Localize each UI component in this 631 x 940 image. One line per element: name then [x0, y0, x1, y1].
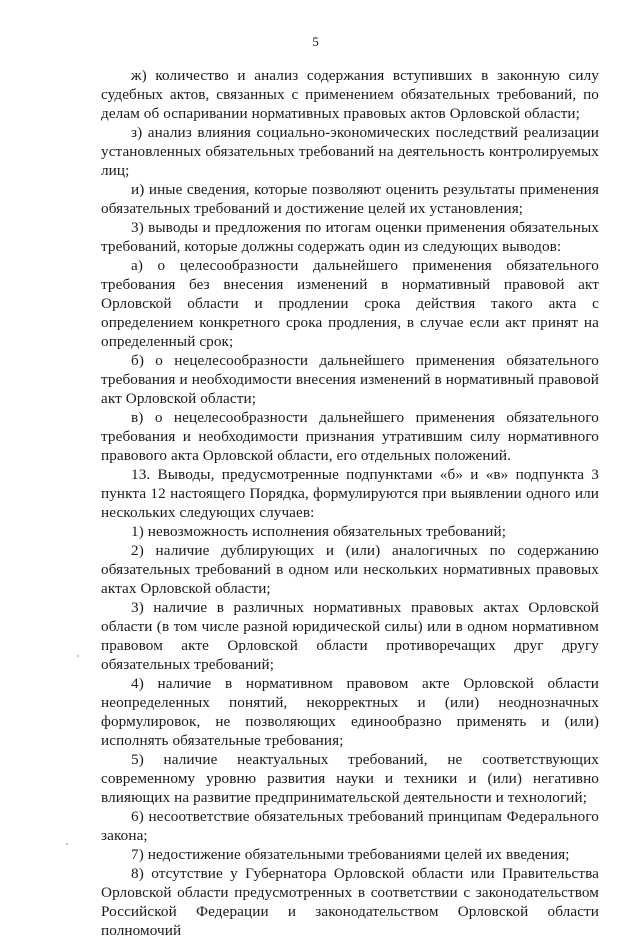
list-item-4: 4) наличие в нормативном правовом акте Орловской области неопределенных понятий, некорректных и (или) неоднозначных формулировок, не позволяющих единообразно применять и (или) исполнять обязательные требования; [101, 675, 599, 749]
list-item-8: 8) отсутствие у Губернатора Орловской области или Правительства Орловской области предусмотренных в соответствии с законодательством Российской Федерации и законодательством Орловской области полномочий [101, 865, 599, 939]
list-item-3: 3) наличие в различных нормативных правовых актах Орловской области (в том числе разной юридической силы) или в одном нормативном правовом акте Орловской области противоречащих друг другу обязательных требований; [101, 599, 599, 673]
paragraph-zh: ж) количество и анализ содержания вступивших в законную силу судебных актов, связанных с применением обязательных требований, по делам об оспаривании нормативных правовых актов Орловской области; [101, 67, 599, 122]
scan-speck [66, 843, 68, 845]
paragraph-b: б) о нецелесообразности дальнейшего применения обязательного требования и необходимости внесения изменений в нормативный правовой акт Орловской области; [101, 352, 599, 407]
list-item-5: 5) наличие неактуальных требований, не соответствующих современному уровню развития науки и техники и (или) негативно влияющих на развитие предпринимательской деятельности и технологий; [101, 751, 599, 806]
scan-speck [77, 655, 79, 657]
paragraph-v: в) о нецелесообразности дальнейшего применения обязательного требования и необходимости признания утратившим силу нормативного правового акта Орловской области, его отдельных положений. [101, 409, 599, 464]
list-item-2: 2) наличие дублирующих и (или) аналогичных по содержанию обязательных требований в одном или нескольких нормативных правовых актах Орловской области; [101, 542, 599, 597]
paragraph-a: а) о целесообразности дальнейшего применения обязательного требования без внесения изменений в нормативный правовой акт Орловской области и продлении срока действия такого акта с определением конкретного срока продления, в случае если акт принят на определенный срок; [101, 257, 599, 350]
page-number: 5 [312, 34, 319, 49]
document-body [101, 66, 599, 940]
paragraph-3-conclusions: 3) выводы и предложения по итогам оценки применения обязательных требований, которые должны содержать один из следующих выводов: [101, 219, 599, 255]
list-item-7: 7) недостижение обязательными требованиями целей их введения; [131, 846, 570, 863]
list-item-1: 1) невозможность исполнения обязательных требований; [131, 523, 507, 540]
list-item-6: 6) несоответствие обязательных требований принципам Федерального закона; [101, 808, 599, 844]
paragraph-i: и) иные сведения, которые позволяют оценить результаты применения обязательных требований и достижение целей их установления; [101, 181, 599, 217]
paragraph-13: 13. Выводы, предусмотренные подпунктами «б» и «в» подпункта 3 пункта 12 настоящего Порядка, формулируются при выявлении одного или нескольких следующих случаев: [101, 466, 599, 521]
paragraph-z: з) анализ влияния социально-экономических последствий реализации установленных обязательных требований на деятельность контролируемых лиц; [101, 124, 599, 179]
